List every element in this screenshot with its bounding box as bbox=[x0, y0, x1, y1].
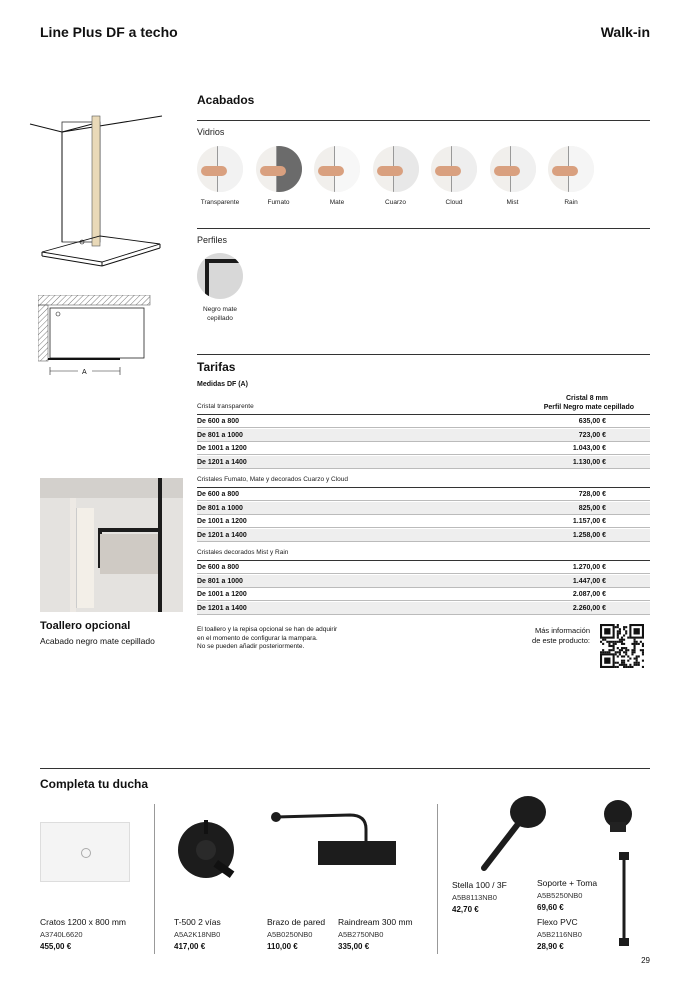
table-row bbox=[197, 502, 650, 515]
glass-swatch-label: Cloud bbox=[445, 199, 463, 206]
table-row bbox=[197, 456, 650, 469]
product-name: Brazo de pared bbox=[267, 917, 326, 927]
table-row bbox=[197, 515, 650, 528]
qr-code-icon[interactable] bbox=[600, 624, 644, 668]
product-price: 28,90 € bbox=[537, 942, 564, 951]
glass-swatch-label: Rain bbox=[564, 199, 578, 206]
row-size: De 1001 a 1200 bbox=[197, 445, 247, 452]
product-price: 110,00 € bbox=[267, 942, 298, 951]
product-price: 42,70 € bbox=[452, 905, 479, 914]
glass-swatch-label: Mate bbox=[329, 199, 345, 206]
toallero-title: Toallero opcional bbox=[40, 620, 131, 632]
row-price: 1.270,00 € bbox=[572, 564, 606, 571]
medidas-label: Medidas DF (A) bbox=[197, 381, 248, 388]
row-size: De 1001 a 1200 bbox=[197, 518, 247, 525]
row-price: 1.157,00 € bbox=[572, 518, 606, 525]
product-name: T-500 2 vías bbox=[174, 917, 221, 927]
note-line: El toallero y la repisa opcional se han de adquirir bbox=[197, 626, 338, 633]
product-price: 335,00 € bbox=[338, 942, 370, 951]
product-code: A5B2750NB0 bbox=[338, 930, 384, 939]
row-size: De 1201 a 1400 bbox=[197, 604, 247, 612]
row-price: 2.087,00 € bbox=[572, 591, 606, 598]
product-price: 417,00 € bbox=[174, 942, 206, 951]
shower-plan-drawing bbox=[38, 295, 154, 381]
row-size: De 600 a 800 bbox=[197, 491, 240, 498]
row-size: De 600 a 800 bbox=[197, 418, 240, 425]
product-code: A5A2K18NB0 bbox=[174, 930, 221, 939]
row-price: 1.043,00 € bbox=[572, 445, 606, 452]
product-name: Flexo PVC bbox=[537, 917, 578, 927]
divider bbox=[197, 354, 650, 355]
note-line: en el momento de configurar la mampara. bbox=[197, 634, 318, 642]
info-line: de este producto: bbox=[532, 636, 590, 645]
vidrios-label: Vidrios bbox=[197, 127, 225, 137]
table-row bbox=[197, 561, 650, 574]
divider bbox=[197, 120, 650, 121]
col-header-line2: Perfil Negro mate cepillado bbox=[543, 404, 634, 411]
divider-vertical bbox=[437, 804, 438, 954]
glass-swatch bbox=[256, 146, 302, 192]
more-info-text bbox=[532, 626, 590, 646]
shower-tray-image bbox=[40, 822, 130, 882]
glass-swatch bbox=[490, 146, 536, 192]
product-name: Cratos 1200 x 800 mm bbox=[40, 917, 126, 927]
towel-rail-photo bbox=[40, 478, 183, 612]
product-price: 455,00 € bbox=[40, 942, 72, 951]
table-row bbox=[197, 442, 650, 455]
shower-arm-rain-head-image bbox=[270, 805, 396, 875]
acabados-title: Acabados bbox=[197, 93, 255, 107]
row-price: 1.258,00 € bbox=[572, 531, 606, 539]
divider bbox=[197, 228, 650, 229]
table-row bbox=[197, 488, 650, 501]
row-size: De 1201 a 1400 bbox=[197, 458, 247, 466]
price-group-label: Cristal transparente bbox=[197, 403, 254, 410]
product-code: A3740L6620 bbox=[40, 930, 83, 939]
col-header-line1: Cristal 8 mm bbox=[565, 395, 608, 402]
hand-shower-image bbox=[478, 794, 550, 872]
product-code: A5B8113NB0 bbox=[452, 893, 497, 902]
glass-swatch-label: Fumato bbox=[267, 199, 290, 206]
glass-swatch bbox=[197, 146, 243, 192]
row-size: De 600 a 800 bbox=[197, 564, 240, 571]
product-code: A5B5250NB0 bbox=[537, 891, 583, 900]
table-row bbox=[197, 415, 650, 428]
row-price: 723,00 € bbox=[578, 431, 606, 439]
optional-note bbox=[197, 626, 337, 652]
row-price: 635,00 € bbox=[578, 418, 606, 425]
thermostatic-mixer-image bbox=[176, 816, 240, 892]
glass-swatch-label: Cuarzo bbox=[385, 199, 406, 206]
divider bbox=[40, 768, 650, 769]
profile-label-line1: Negro mate bbox=[203, 306, 237, 313]
completa-title: Completa tu ducha bbox=[40, 777, 149, 791]
dimension-label: A bbox=[82, 369, 87, 376]
shower-3d-drawing bbox=[28, 112, 178, 272]
product-code: A5B0250NB0 bbox=[267, 930, 313, 939]
row-size: De 801 a 1000 bbox=[197, 577, 243, 585]
glass-swatch bbox=[431, 146, 477, 192]
table-row bbox=[197, 529, 650, 542]
profile-swatch bbox=[197, 253, 243, 299]
category-title: Walk-in bbox=[600, 24, 650, 40]
row-size: De 801 a 1000 bbox=[197, 504, 243, 512]
price-group-label: Cristales Fumato, Mate y decorados Cuarzo y Cloud bbox=[197, 476, 349, 483]
product-name: Soporte + Toma bbox=[537, 878, 598, 888]
table-row bbox=[197, 602, 650, 615]
row-size: De 801 a 1000 bbox=[197, 431, 243, 439]
row-price: 2.260,00 € bbox=[572, 604, 606, 612]
tarifas-title: Tarifas bbox=[197, 360, 236, 374]
divider-vertical bbox=[154, 804, 155, 954]
flexible-hose-image bbox=[614, 850, 634, 950]
perfiles-label: Perfiles bbox=[197, 235, 228, 245]
info-line: Más información bbox=[534, 626, 590, 635]
page-number: 29 bbox=[641, 956, 650, 965]
row-price: 825,00 € bbox=[578, 504, 606, 512]
product-name: Raindream 300 mm bbox=[338, 917, 413, 927]
table-row bbox=[197, 575, 650, 588]
price-group-label: Cristales decorados Mist y Rain bbox=[197, 549, 289, 556]
glass-swatch bbox=[314, 146, 360, 192]
table-row bbox=[197, 429, 650, 442]
row-price: 1.447,00 € bbox=[572, 577, 606, 585]
row-price: 1.130,00 € bbox=[572, 458, 606, 466]
product-name: Stella 100 / 3F bbox=[452, 880, 507, 890]
glass-swatch-label: Mist bbox=[506, 199, 519, 206]
wall-support-image bbox=[598, 798, 638, 834]
page-title: Line Plus DF a techo bbox=[40, 24, 178, 40]
glass-swatch bbox=[373, 146, 419, 192]
note-line: No se pueden añadir posteriormente. bbox=[197, 643, 305, 650]
table-row bbox=[197, 588, 650, 601]
glass-swatch-label: Transparente bbox=[200, 199, 240, 206]
product-price: 69,60 € bbox=[537, 903, 564, 912]
row-size: De 1201 a 1400 bbox=[197, 531, 247, 539]
profile-label-line2: cepillado bbox=[207, 315, 233, 322]
row-price: 728,00 € bbox=[578, 491, 606, 498]
product-code: A5B2116NB0 bbox=[537, 930, 582, 939]
profile-corner-icon bbox=[197, 253, 243, 299]
glass-swatch bbox=[548, 146, 594, 192]
toallero-subtitle: Acabado negro mate cepillado bbox=[40, 636, 155, 646]
row-size: De 1001 a 1200 bbox=[197, 591, 247, 598]
